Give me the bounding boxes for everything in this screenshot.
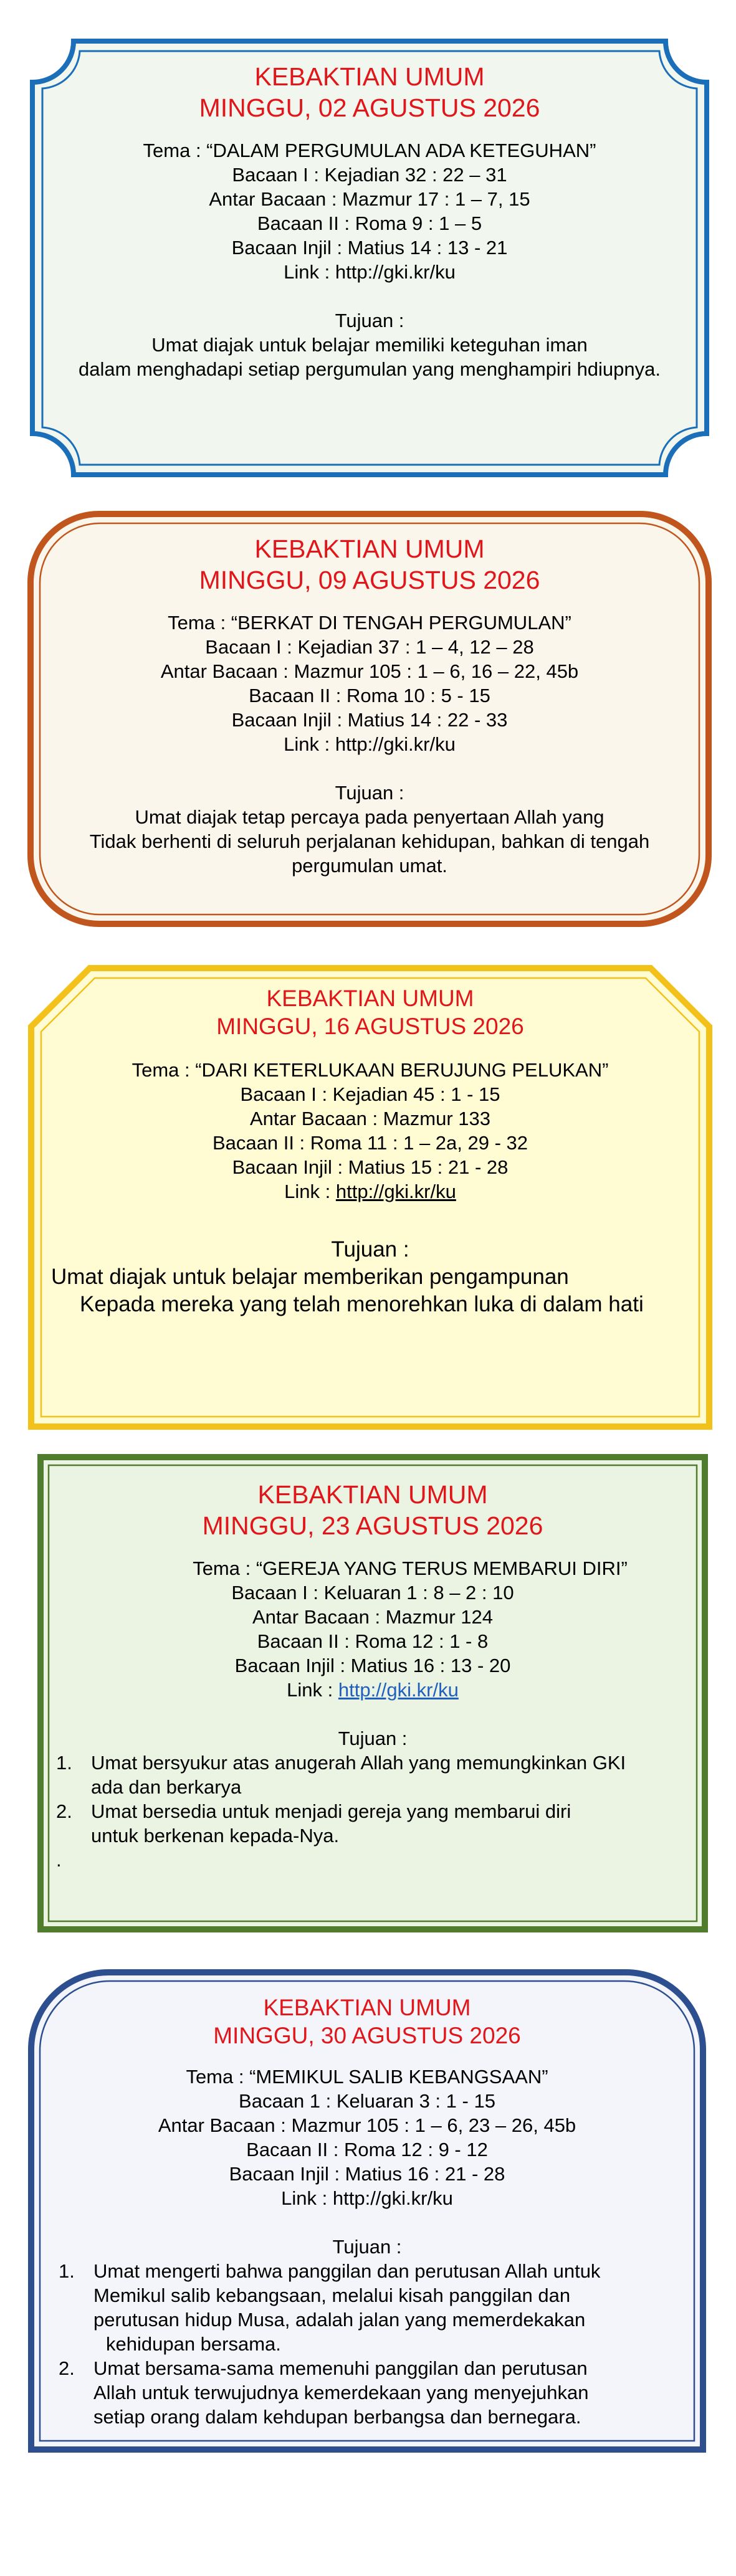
psalm-reading: Antar Bacaan : Mazmur 133: [250, 1108, 490, 1129]
service-link[interactable]: http://gki.kr/ku: [338, 1679, 459, 1701]
link-line: [27, 2186, 707, 2210]
psalm-reading: Antar Bacaan : Mazmur 17 : 1 – 7, 15: [209, 188, 530, 210]
service-card-aug-02: [30, 39, 709, 477]
theme-line: Tema : “DALAM PERGUMULAN ADA KETEGUHAN”: [143, 140, 596, 161]
goal-text-line: Umat mengerti bahwa panggilan dan perutusan Allah untuk: [93, 2260, 601, 2282]
service-card-aug-30: [27, 1969, 707, 2453]
goal-text-line: Allah untuk terwujudnya kemerdekaan yang menyejuhkan: [93, 2382, 589, 2403]
goal-item: [56, 1799, 708, 1848]
goal-text-line: Umat bersama-sama memenuhi panggilan dan perutusan: [93, 2357, 588, 2379]
reading-2: Bacaan II : Roma 12 : 1 - 8: [257, 1630, 489, 1652]
link-label: Link :: [281, 2187, 333, 2209]
service-date: MINGGU, 09 AGUSTUS 2026: [199, 566, 540, 594]
goal-heading: Tujuan :: [332, 2236, 402, 2258]
service-title: KEBAKTIAN UMUM: [266, 986, 474, 1011]
goal-text-line: Umat diajak untuk belajar memiliki keteguhan iman: [151, 334, 588, 356]
theme-line: Tema : “BERKAT DI TENGAH PERGUMULAN”: [168, 612, 571, 634]
goal-item: [59, 2356, 707, 2429]
goal-text-line: kehidupan bersama.: [106, 2333, 281, 2355]
list-trailing: .: [56, 1849, 62, 1871]
goal-text-line: Kepada mereka yang telah menorehkan luka di dalam hati: [80, 1292, 644, 1316]
goal-text-line: Memikul salib kebangsaan, melalui kisah panggilan dan: [93, 2284, 571, 2306]
reading-1: Bacaan I : Kejadian 32 : 22 – 31: [232, 164, 507, 186]
service-card-aug-23: [37, 1454, 708, 1932]
reading-2: Bacaan II : Roma 12 : 9 - 12: [246, 2139, 488, 2160]
goal-text-line: dalam menghadapi setiap pergumulan yang menghampiri hdiupnya.: [78, 358, 661, 380]
service-card-aug-16: [27, 964, 713, 1430]
reading-1: Bacaan I : Kejadian 45 : 1 - 15: [240, 1083, 500, 1105]
gospel-reading: Bacaan Injil : Matius 16 : 21 - 28: [229, 2163, 505, 2185]
service-link[interactable]: http://gki.kr/ku: [335, 261, 456, 283]
goal-item: [56, 1751, 708, 1799]
theme-line: Tema : “GEREJA YANG TERUS MEMBARUI DIRI”: [193, 1557, 628, 1579]
reading-1: Bacaan I : Keluaran 1 : 8 – 2 : 10: [231, 1582, 514, 1604]
theme-line: Tema : “MEMIKUL SALIB KEBANGSAAN”: [186, 2066, 548, 2088]
link-label: Link :: [284, 733, 335, 755]
goal-text-line: Umat diajak tetap percaya pada penyertaan Allah yang: [135, 806, 605, 828]
psalm-reading: Antar Bacaan : Mazmur 105 : 1 – 6, 23 – 26, 45b: [158, 2114, 576, 2136]
reading-1: Bacaan 1 : Keluaran 3 : 1 - 15: [239, 2090, 495, 2112]
link-label: Link :: [284, 1181, 336, 1202]
reading-2: Bacaan II : Roma 9 : 1 – 5: [257, 212, 482, 234]
service-card-aug-09: [27, 511, 712, 927]
service-date: MINGGU, 02 AGUSTUS 2026: [199, 93, 540, 122]
reading-2: Bacaan II : Roma 11 : 1 – 2a, 29 - 32: [212, 1132, 528, 1154]
goal-heading: Tujuan :: [331, 1237, 409, 1262]
goal-text-line: setiap orang dalam kehdupan berbangsa dan bernegara.: [93, 2406, 581, 2428]
goal-heading: Tujuan :: [335, 310, 404, 331]
service-date: MINGGU, 30 AGUSTUS 2026: [213, 2023, 521, 2048]
link-line: [27, 1179, 713, 1204]
psalm-reading: Antar Bacaan : Mazmur 105 : 1 – 6, 16 – 22, 45b: [160, 660, 579, 682]
goal-list: [37, 1751, 708, 1872]
service-title: KEBAKTIAN UMUM: [254, 62, 485, 91]
psalm-reading: Antar Bacaan : Mazmur 124: [252, 1606, 493, 1628]
gospel-reading: Bacaan Injil : Matius 15 : 21 - 28: [232, 1156, 509, 1178]
service-title: KEBAKTIAN UMUM: [257, 1480, 488, 1509]
link-line: [27, 732, 712, 756]
goal-text-line: Tidak berhenti di seluruh perjalanan kehidupan, bahkan di tengah: [89, 830, 650, 852]
link-label: Link :: [287, 1679, 338, 1701]
goal-heading: Tujuan :: [338, 1728, 408, 1749]
goal-text-line: Umat diajak untuk belajar memberikan pengampunan: [51, 1265, 569, 1289]
link-line: [37, 1678, 708, 1702]
goal-number: 2.: [56, 1800, 72, 1822]
gospel-reading: Bacaan Injil : Matius 14 : 22 - 33: [231, 709, 508, 731]
service-title: KEBAKTIAN UMUM: [254, 535, 485, 563]
gospel-reading: Bacaan Injil : Matius 16 : 13 - 20: [234, 1655, 511, 1676]
service-title: KEBAKTIAN UMUM: [263, 1995, 471, 2020]
link-label: Link :: [284, 261, 335, 283]
reading-1: Bacaan I : Kejadian 37 : 1 – 4, 12 – 28: [205, 636, 534, 658]
goal-text-line: Umat bersedia untuk menjadi gereja yang membarui diri: [91, 1800, 571, 1822]
service-date: MINGGU, 23 AGUSTUS 2026: [202, 1511, 543, 1540]
service-link[interactable]: http://gki.kr/ku: [335, 1181, 456, 1202]
gospel-reading: Bacaan Injil : Matius 14 : 13 - 21: [231, 237, 508, 259]
goal-text-line: ada dan berkarya: [91, 1776, 242, 1798]
service-link[interactable]: http://gki.kr/ku: [335, 733, 456, 755]
goal-text-line: Umat bersyukur atas anugerah Allah yang memungkinkan GKI: [91, 1752, 626, 1774]
service-date: MINGGU, 16 AGUSTUS 2026: [216, 1014, 524, 1039]
link-line: [30, 260, 709, 284]
theme-line: Tema : “DARI KETERLUKAAN BERUJUNG PELUKAN”: [131, 1059, 609, 1081]
goal-heading: Tujuan :: [335, 782, 404, 804]
goal-text-line: untuk berkenan kepada-Nya.: [91, 1825, 340, 1846]
goal-list: [27, 2259, 707, 2429]
goal-text-line: pergumulan umat.: [292, 855, 447, 877]
goal-number: 2.: [59, 2357, 75, 2379]
reading-2: Bacaan II : Roma 10 : 5 - 15: [249, 685, 490, 706]
goal-text-line: perutusan hidup Musa, adalah jalan yang memerdekakan: [93, 2309, 586, 2331]
goal-item: [59, 2259, 707, 2356]
service-link[interactable]: http://gki.kr/ku: [332, 2187, 453, 2209]
goal-number: 1.: [59, 2260, 75, 2282]
goal-number: 1.: [56, 1752, 72, 1774]
